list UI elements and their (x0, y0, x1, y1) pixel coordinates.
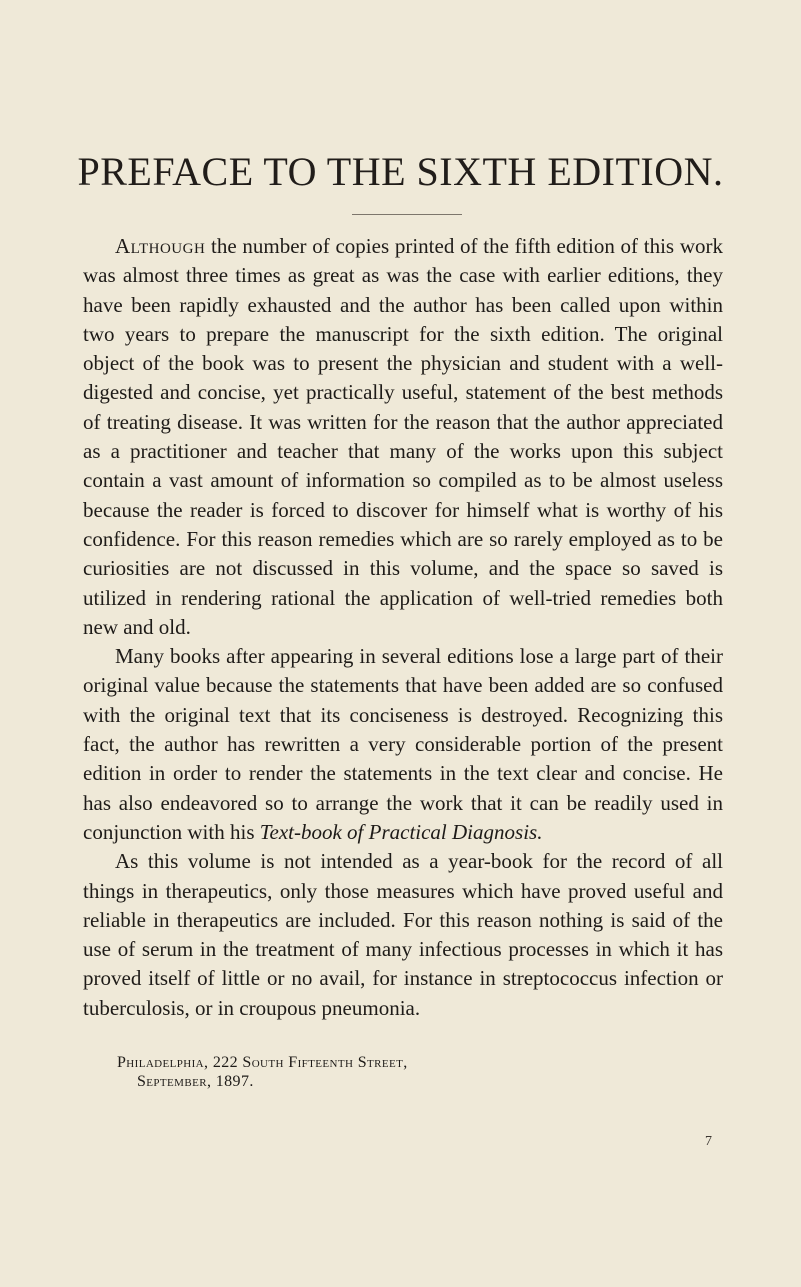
signature-address: Philadelphia, 222 South Fifteenth Street, (117, 1054, 408, 1071)
paragraph-3 (83, 847, 723, 1023)
paragraph-1 (83, 232, 723, 642)
paragraph-2-book-title: Text-book of Practical Diagnosis. (259, 819, 543, 844)
page-heading: PREFACE TO THE SIXTH EDITION. (77, 149, 724, 194)
paragraph-1-text: the number of copies printed of the fifth edition of this work was almost three times as great as was the case with earlier editions, they have been rapidly exhausted and the author has been called upon within two years to prepare the manuscript for the sixth edition. The original object of the book was to present the physician and student with a well-digested and concise, yet practically useful, statement of the best methods of treating disease. It was written for the reason that the author appreciated as a practitioner and teacher that many of the works upon this subject contain a vast amount of information so compiled as to be almost useless because the reader is forced to discover for himself what is worthy of his confidence. For this reason remedies which are so rarely employed as to be curiosities are not discussed in this volume, and the space so saved is utilized in rendering rational the application of well-tried remedies both new and old. (83, 234, 723, 639)
preface-body (83, 232, 723, 1023)
paragraph-2 (83, 642, 723, 847)
heading-rule (352, 214, 462, 215)
signature-block (117, 1053, 677, 1091)
paragraph-2-text: Many books after appearing in several editions lose a large part of their original value because the statements that have been added are so confused with the original text that its conciseness is destroyed. Recognizing this fact, the author has rewritten a very considerable portion of the present edition in order to render the statements in the text clear and concise. He has also endeavored so to arrange the work that it can be readily used in conjunction with his (83, 644, 723, 844)
paragraph-3-text: As this volume is not intended as a year-book for the record of all things in therapeutics, only those measures which have proved useful and reliable in therapeutics are included. For this reason nothing is said of the use of serum in the treatment of many infectious processes in which it has proved itself of little or no avail, for instance in streptococcus infection or tuberculosis, or in croupous pneumonia. (83, 849, 723, 1020)
page-number: 7 (705, 1134, 712, 1149)
paragraph-1-lead: Although (115, 234, 206, 258)
signature-date: September, 1897. (137, 1073, 254, 1090)
